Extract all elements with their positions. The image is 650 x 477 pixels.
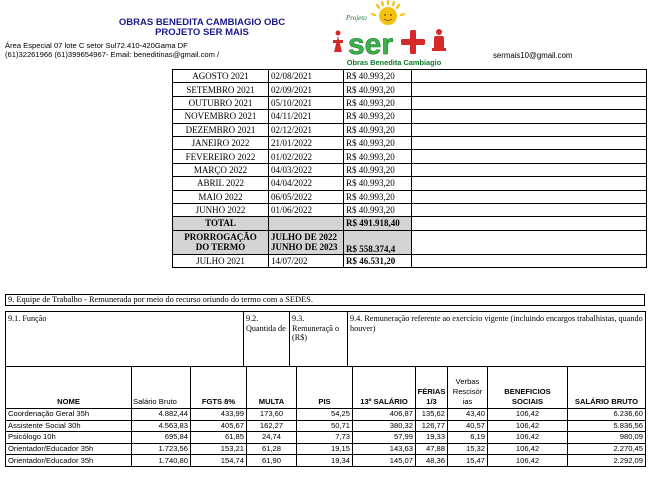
payment-month: JUNHO 2022 xyxy=(173,203,269,216)
payment-value: R$ 40.993,20 xyxy=(344,123,412,136)
staff-cell-salario: 4.563,83 xyxy=(132,420,191,432)
staff-cell-verbas: 43,40 xyxy=(448,409,488,421)
red-figure-right-icon xyxy=(432,29,446,51)
th-beneficios: BENEFICIOS SOCIAIS xyxy=(488,367,568,409)
th-decimo: 13º SALÁRIO xyxy=(353,367,416,409)
staff-cell-pis: 19,34 xyxy=(297,455,353,467)
payment-value: R$ 40.993,20 xyxy=(344,83,412,96)
plus-icon xyxy=(401,30,425,54)
section9-columns xyxy=(5,311,646,367)
payment-value: R$ 40.993,20 xyxy=(344,110,412,123)
staff-row xyxy=(6,409,646,421)
payment-month: MARÇO 2022 xyxy=(173,163,269,176)
staff-cell-verbas: 15,32 xyxy=(448,443,488,455)
staff-row xyxy=(6,420,646,432)
staff-cell-multa: 61,90 xyxy=(247,455,297,467)
staff-cell-verbas: 15,47 xyxy=(448,455,488,467)
extension-label-1: PRORROGAÇÃO xyxy=(184,232,257,243)
payment-date: 21/01/2022 xyxy=(269,136,344,149)
payment-date: 01/06/2022 xyxy=(269,203,344,216)
payment-value: R$ 40.993,20 xyxy=(344,203,412,216)
staff-cell-decimo: 406,87 xyxy=(353,409,416,421)
payment-value: R$ 40.993,20 xyxy=(344,177,412,190)
payment-month: NOVEMBRO 2021 xyxy=(173,110,269,123)
payment-row xyxy=(173,83,647,96)
payment-value: R$ 40.993,20 xyxy=(344,163,412,176)
staff-cell-beneficios: 106,42 xyxy=(488,432,568,444)
payment-row xyxy=(173,136,647,149)
payment-empty xyxy=(412,217,647,230)
staff-cell-fgts: 405,67 xyxy=(191,420,247,432)
payment-empty xyxy=(412,230,647,254)
payment-value: R$ 46.531,20 xyxy=(344,254,412,267)
staff-header-row xyxy=(6,367,646,409)
payment-row-last xyxy=(173,254,647,267)
staff-cell-beneficios: 106,42 xyxy=(488,420,568,432)
staff-cell-salario: 1.740,80 xyxy=(132,455,191,467)
org-name: OBRAS BENEDITA CAMBIAGIO OBC xyxy=(118,17,286,28)
contact-line: (61)32261966 (61)399654967- Email: beneditinas@gmail.com / xyxy=(5,50,220,59)
payment-date: 05/10/2021 xyxy=(269,96,344,109)
payment-empty xyxy=(412,136,647,149)
th-salario-total: SALÁRIO BRUTO xyxy=(568,367,646,409)
staff-cell-fgts: 433,99 xyxy=(191,409,247,421)
payment-empty xyxy=(412,70,647,83)
total-empty xyxy=(269,217,344,230)
th-verbas: Verbas Rescisór ias xyxy=(448,367,488,409)
staff-cell-total: 2.270,45 xyxy=(568,443,646,455)
payment-value: R$ 40.993,20 xyxy=(344,70,412,83)
payment-row xyxy=(173,150,647,163)
staff-cell-multa: 162,27 xyxy=(247,420,297,432)
extension-label-2: DO TERMO xyxy=(195,242,246,253)
payment-empty xyxy=(412,163,647,176)
staff-cell-nome: Assistente Social 30h xyxy=(6,420,132,432)
ser-mais-logo xyxy=(326,0,456,68)
payment-empty xyxy=(412,203,647,216)
payment-empty xyxy=(412,190,647,203)
staff-cell-verbas: 6,19 xyxy=(448,432,488,444)
payment-row xyxy=(173,203,647,216)
document-header xyxy=(0,0,650,68)
staff-cell-fgts: 153,21 xyxy=(191,443,247,455)
payment-date: 02/12/2021 xyxy=(269,123,344,136)
payment-empty xyxy=(412,254,647,267)
red-figure-left-icon xyxy=(333,31,343,53)
extension-label xyxy=(173,230,269,254)
staff-cell-pis: 7,73 xyxy=(297,432,353,444)
extension-period-2: JUNHO DE 2023 xyxy=(271,242,338,253)
payment-extension-row xyxy=(173,230,647,254)
staff-cell-fgts: 61,85 xyxy=(191,432,247,444)
payment-date: 02/08/2021 xyxy=(269,70,344,83)
payment-month: FEVEREIRO 2022 xyxy=(173,150,269,163)
staff-cell-decimo: 145,07 xyxy=(353,455,416,467)
staff-cell-total: 6.236,60 xyxy=(568,409,646,421)
col-quantidade: 9.2. Quantida de xyxy=(244,312,290,367)
staff-cell-ferias: 135,62 xyxy=(416,409,448,421)
staff-cell-ferias: 47,88 xyxy=(416,443,448,455)
staff-cell-total: 5.836,56 xyxy=(568,420,646,432)
payment-row xyxy=(173,123,647,136)
payment-value: R$ 40.993,20 xyxy=(344,150,412,163)
payment-date: 04/03/2022 xyxy=(269,163,344,176)
staff-cell-salario: 1.723,56 xyxy=(132,443,191,455)
staff-cell-beneficios: 106,42 xyxy=(488,455,568,467)
staff-cell-ferias: 48,36 xyxy=(416,455,448,467)
payment-empty xyxy=(412,83,647,96)
payment-value: R$ 40.993,20 xyxy=(344,96,412,109)
staff-cell-salario: 4.882,44 xyxy=(132,409,191,421)
th-fgts: FGTS 8% xyxy=(191,367,247,409)
extension-period xyxy=(269,230,344,254)
email-right: sermais10@gmail.com xyxy=(493,51,573,60)
section9-title: 9. Equipe de Trabalho - Remunerada por meio do recurso oriundo do termo com a SEDES. xyxy=(5,294,645,306)
staff-cell-decimo: 380,32 xyxy=(353,420,416,432)
payment-value: R$ 40.993,20 xyxy=(344,136,412,149)
staff-cell-nome: Psicólogo 10h xyxy=(6,432,132,444)
payment-row xyxy=(173,177,647,190)
col-remuneracao: 9.3. Remuneraçã o (R$) xyxy=(290,312,348,367)
staff-cell-nome: Coordenação Geral 35h xyxy=(6,409,132,421)
staff-cell-salario: 695,84 xyxy=(132,432,191,444)
payment-month: JANEIRO 2022 xyxy=(173,136,269,149)
staff-cell-total: 980,09 xyxy=(568,432,646,444)
staff-cell-pis: 54,25 xyxy=(297,409,353,421)
payment-date: 04/04/2022 xyxy=(269,177,344,190)
address-line: Área Especial 07 lote C setor Sul72.410-420Gama DF xyxy=(5,41,188,50)
staff-cell-beneficios: 106,42 xyxy=(488,409,568,421)
logo-projeto-word: Projeto xyxy=(346,14,367,22)
th-pis: PIS xyxy=(297,367,353,409)
th-ferias: FÉRIAS 1/3 xyxy=(416,367,448,409)
payment-schedule-table xyxy=(172,69,647,268)
staff-cell-fgts: 154,74 xyxy=(191,455,247,467)
payment-month: SETEMBRO 2021 xyxy=(173,83,269,96)
logo-caption: Obras Benedita Cambiagio xyxy=(346,58,442,67)
col-referencia: 9.4. Remuneração referente ao exercício vigente (incluindo encargos trabalhistas, quando houver) xyxy=(348,312,646,367)
staff-cell-multa: 61,28 xyxy=(247,443,297,455)
payment-date: 01/02/2022 xyxy=(269,150,344,163)
section9-header-row xyxy=(6,312,646,367)
payment-value: R$ 40.993,20 xyxy=(344,190,412,203)
staff-cell-total: 2.292,09 xyxy=(568,455,646,467)
staff-cell-nome: Orientador/Educador 35h xyxy=(6,443,132,455)
payment-row xyxy=(173,110,647,123)
sun-icon xyxy=(372,1,404,25)
staff-cell-beneficios: 106,42 xyxy=(488,443,568,455)
staff-cell-multa: 173,60 xyxy=(247,409,297,421)
staff-row xyxy=(6,455,646,467)
th-nome: NOME xyxy=(6,367,132,409)
payment-empty xyxy=(412,123,647,136)
col-funcao: 9.1. Função xyxy=(6,312,244,367)
payment-row xyxy=(173,70,647,83)
total-label: TOTAL xyxy=(173,217,269,230)
staff-cell-pis: 19,15 xyxy=(297,443,353,455)
payment-month: DEZEMBRO 2021 xyxy=(173,123,269,136)
payment-empty xyxy=(412,177,647,190)
staff-cell-verbas: 40,57 xyxy=(448,420,488,432)
staff-cell-decimo: 143,63 xyxy=(353,443,416,455)
payment-month: AGOSTO 2021 xyxy=(173,70,269,83)
payment-date: 04/11/2021 xyxy=(269,110,344,123)
project-name: PROJETO SER MAIS xyxy=(155,27,249,38)
staff-cell-decimo: 57,99 xyxy=(353,432,416,444)
staff-row xyxy=(6,443,646,455)
staff-cell-pis: 50,71 xyxy=(297,420,353,432)
payment-month: OUTUBRO 2021 xyxy=(173,96,269,109)
th-salario-bruto: Salário Bruto xyxy=(132,367,191,409)
logo-ser-word: ser xyxy=(348,28,394,61)
total-value: R$ 491.918,40 xyxy=(344,217,412,230)
payment-empty xyxy=(412,96,647,109)
payment-row xyxy=(173,96,647,109)
payment-month: MAIO 2022 xyxy=(173,190,269,203)
payment-date: 06/05/2022 xyxy=(269,190,344,203)
payment-total-row xyxy=(173,217,647,230)
payment-date: 14/07/202 xyxy=(269,254,344,267)
staff-cell-multa: 24,74 xyxy=(247,432,297,444)
staff-cost-table xyxy=(5,366,646,467)
payment-empty xyxy=(412,150,647,163)
payment-month: ABRIL 2022 xyxy=(173,177,269,190)
payment-month: JULHO 2021 xyxy=(173,254,269,267)
extension-value: R$ 558.374,4 xyxy=(344,230,412,254)
payment-row xyxy=(173,190,647,203)
th-multa: MULTA xyxy=(247,367,297,409)
payment-date: 02/09/2021 xyxy=(269,83,344,96)
staff-row xyxy=(6,432,646,444)
staff-cell-nome: Orientador/Educador 35h xyxy=(6,455,132,467)
payment-row xyxy=(173,163,647,176)
staff-cell-ferias: 19,33 xyxy=(416,432,448,444)
staff-cell-ferias: 126,77 xyxy=(416,420,448,432)
payment-empty xyxy=(412,110,647,123)
extension-period-1: JULHO DE 2022 xyxy=(271,232,338,243)
